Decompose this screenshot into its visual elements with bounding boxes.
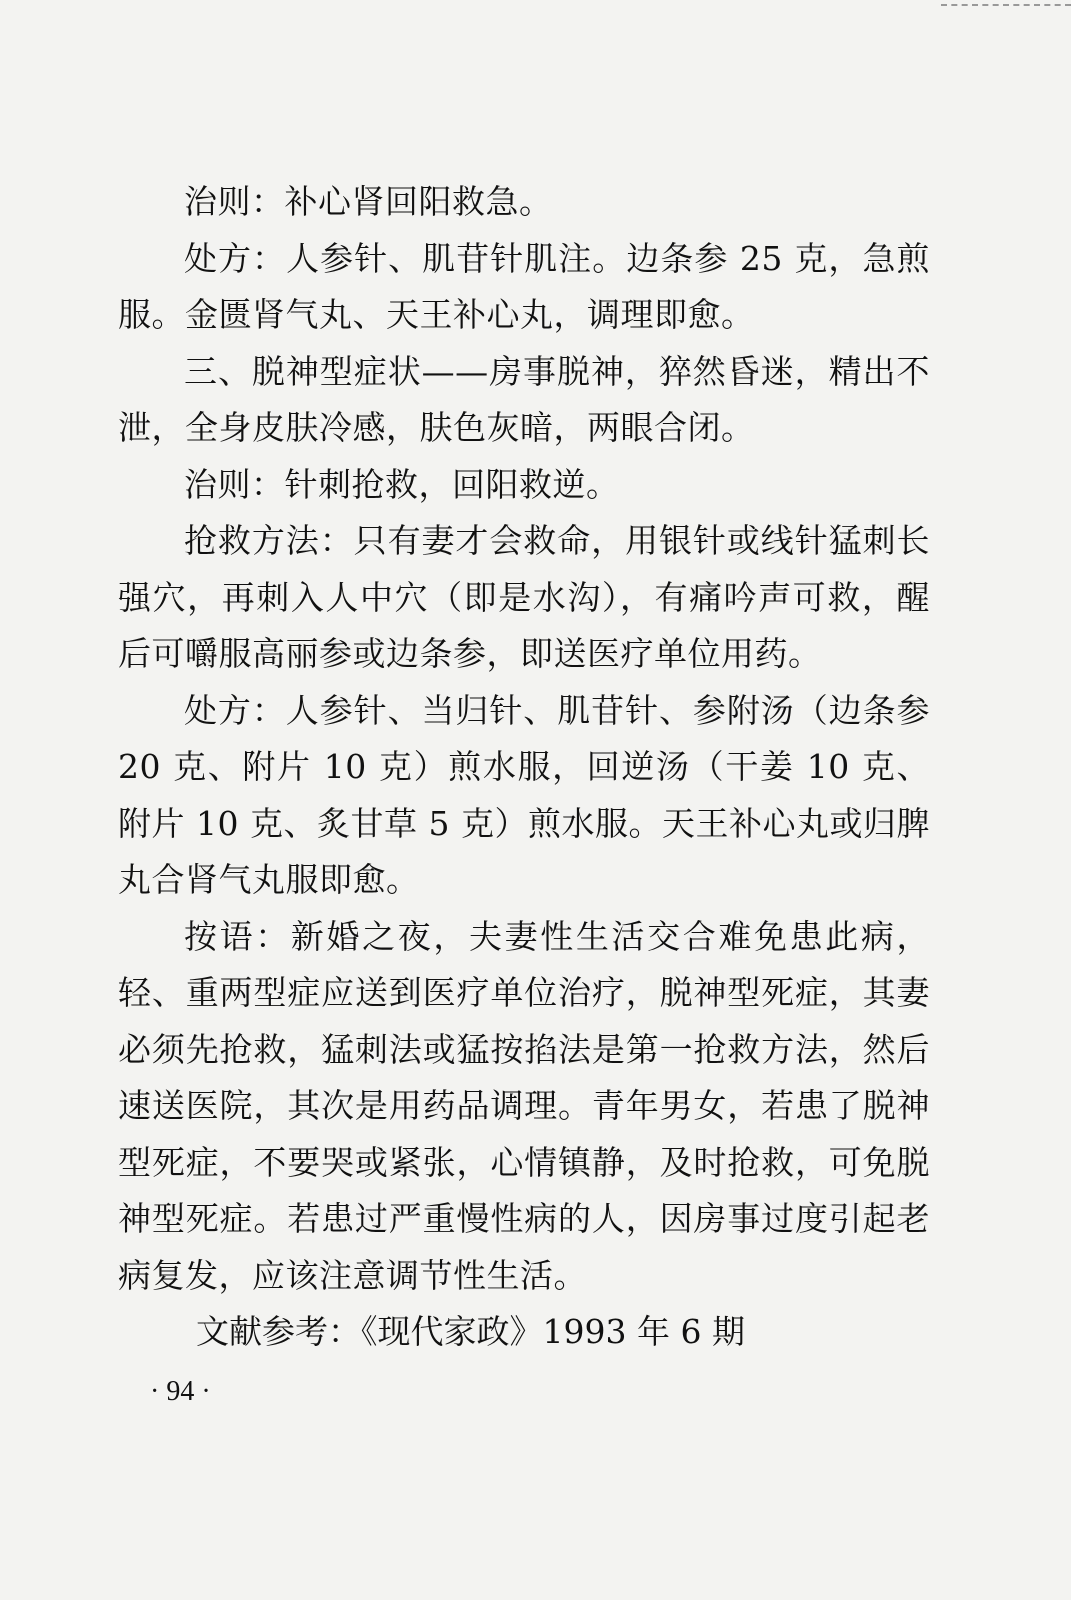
page-edge-mark — [941, 4, 1071, 6]
paragraph-treatment-principle-2: 治则：针刺抢救，回阳救逆。 — [184, 464, 620, 504]
paragraph-prescription-2: 处方：人参针、当归针、肌苷针、参附汤（边条参 20 克、附片 10 克）煎水服，回逆汤（干姜 10 克、附片 10 克、炙甘草 5 克）煎水服。天王补心丸或归脾丸合肾气丸服即愈。 — [118, 690, 930, 899]
body-text — [118, 174, 930, 1361]
paragraph-prescription-1: 处方：人参针、肌苷针肌注。边条参 25 克，急煎服。金匮肾气丸、天王补心丸，调理即愈。 — [118, 238, 930, 334]
paragraph-treatment-principle-1: 治则：补心肾回阳救急。 — [184, 182, 553, 221]
reference-citation: 文献参考：《现代家政》1993 年 6 期 — [196, 1312, 745, 1351]
paragraph-rescue-method: 抢救方法：只有妻才会救命，用银针或线针猛刺长强穴，再刺入人中穴（即是水沟），有痛吟声可救，醒后可嚼服高丽参或边条参，即送医疗单位用药。 — [118, 521, 930, 673]
paragraph-symptoms-type-3: 三、脱神型症状——房事脱神，猝然昏迷，精出不泄，全身皮肤冷感，肤色灰暗，两眼合闭。 — [118, 351, 930, 447]
page-number: · 94 · — [150, 1376, 211, 1407]
paragraph-commentary: 按语：新婚之夜，夫妻性生活交合难免患此病，轻、重两型症应送到医疗单位治疗，脱神型死症，其妻必须先抢救，猛刺法或猛按掐法是第一抢救方法，然后速送医院，其次是用药品调理。青年男女，若患了脱神型死症，不要哭或紧张，心情镇静，及时抢救，可免脱神型死症。若患过严重慢性病的人，因房事过度引起老病复发，应该注意调节性生活。 — [118, 916, 930, 1295]
